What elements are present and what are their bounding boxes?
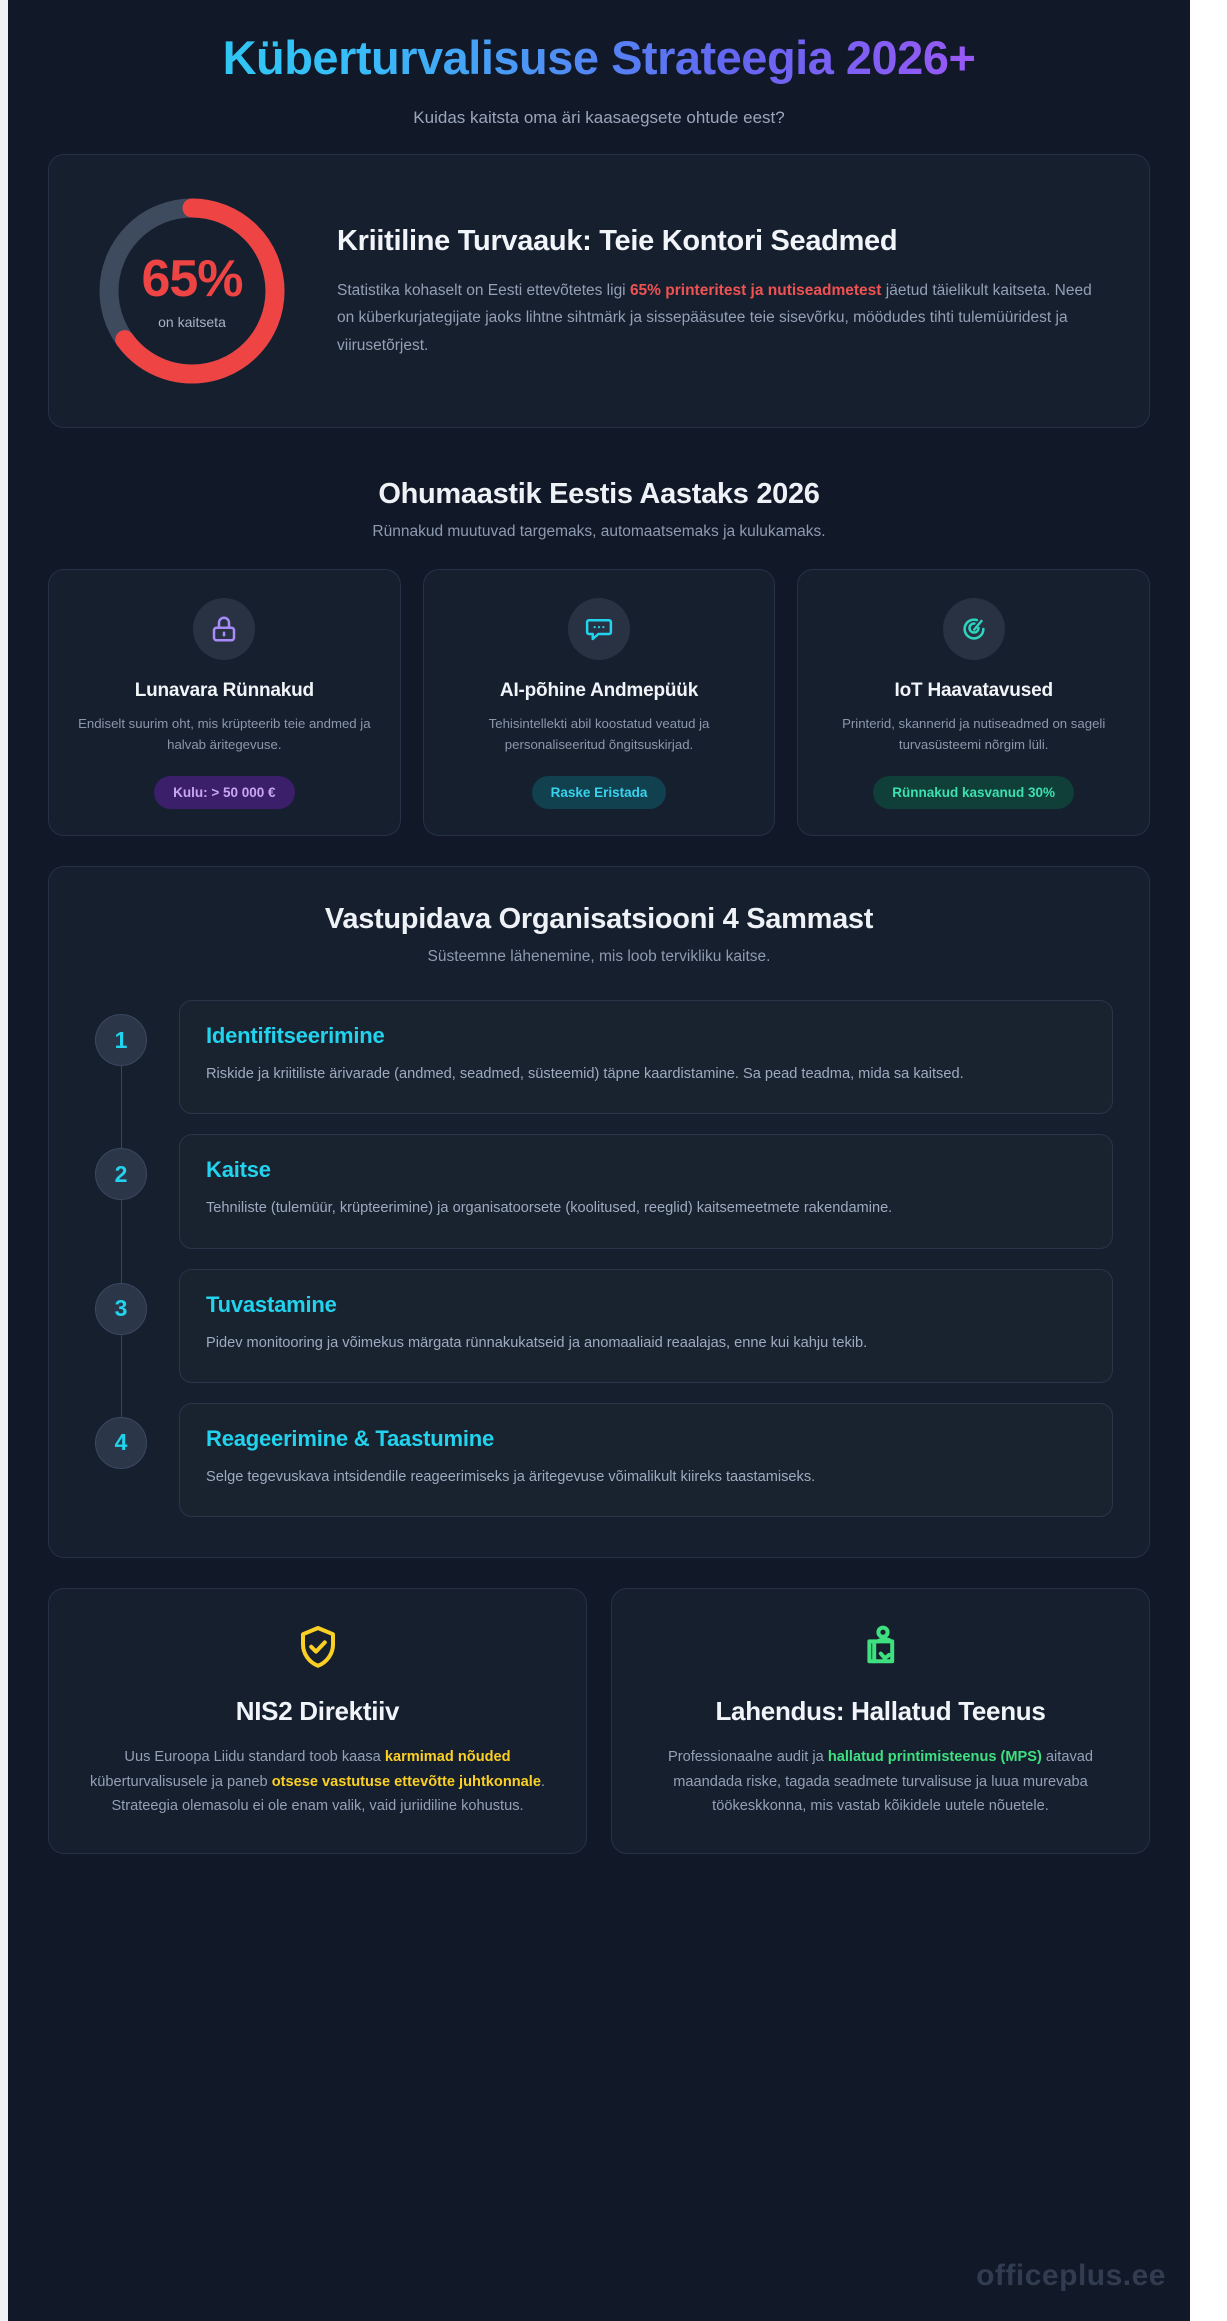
pillar-item-4 (85, 1403, 1113, 1517)
pillar-number-column (85, 1269, 157, 1383)
hero-body-part1: Statistika kohaselt on Eesti ettevõtetes ligi (337, 281, 630, 299)
pillar-desc: Pidev monitooring ja võimekus märgata rünnakukatseid ja anomaaliaid reaalajas, enne kui kahju tekib. (206, 1334, 868, 1351)
solution-text-2: aitavad maandada riske, tagada seadmete turvalisuse ja luua murevaba töökeskkonna, mis vastab kõikidele uutele nõuetele. (673, 1748, 1093, 1815)
threat-card-badge: Kulu: > 50 000 € (154, 776, 294, 809)
threat-card-desc: Printerid, skannerid ja nutiseadmed on sageli turvasüsteemi nõrgim lüli. (842, 716, 1106, 753)
pillar-item-3 (85, 1269, 1113, 1383)
donut-column (81, 189, 303, 393)
threat-section-header (8, 428, 1190, 541)
pillar-item-1 (85, 1000, 1113, 1114)
page-title: Küberturvalisuse Strateegia 2026+ (48, 30, 1150, 86)
pillars-header (85, 903, 1113, 966)
pillar-item-2 (85, 1134, 1113, 1248)
pillar-title: Reageerimine & Taastumine (206, 1425, 495, 1451)
hero-section (8, 154, 1190, 428)
pillar-title: Kaitse (206, 1157, 271, 1183)
threat-card-iot (797, 569, 1150, 836)
nis2-bold-1: karmimad nõuded (384, 1748, 511, 1765)
solution-text-1: Professionaalne audit ja (667, 1748, 828, 1765)
shield-check-icon-wrap (294, 1623, 342, 1676)
solution-bold-1: hallatud printimisteenus (MPS) (827, 1748, 1042, 1765)
threat-card-title: Lunavara Rünnakud (134, 680, 314, 702)
threat-section-subtitle: Rünnakud muutuvad targemaks, automaatsemaks ja kulukamaks. (372, 523, 826, 541)
threat-card-badge: Raske Eristada (532, 776, 667, 809)
hero-card (48, 154, 1150, 428)
hero-body-highlight: 65% printeritest ja nutiseadmetest (629, 281, 882, 299)
pillar-title: Identifitseerimine (206, 1023, 385, 1049)
hero-title: Kriitiline Turvaauk: Teie Kontori Seadmed (337, 224, 898, 257)
chat-bubble-icon (584, 614, 614, 644)
footer-cards (8, 1558, 1190, 1854)
nis2-text-2: küberturvalisusele ja paneb (89, 1773, 272, 1790)
page-subtitle: Kuidas kaitsta oma äri kaasaegsete ohtude eest? (413, 108, 785, 128)
pillars-section (8, 836, 1190, 1557)
iot-scan-icon (959, 614, 989, 644)
pillar-number-badge: 3 (95, 1283, 147, 1335)
iot-scan-icon-wrap (943, 598, 1005, 660)
support-agent-icon (857, 1623, 905, 1671)
nis2-card (48, 1588, 587, 1854)
nis2-title: NIS2 Direktiiv (235, 1695, 400, 1726)
pillar-content-card (179, 1403, 1113, 1517)
pillar-number-column (85, 1000, 157, 1114)
pillar-number-column (85, 1134, 157, 1248)
donut-chart (90, 189, 294, 393)
pillars-title: Vastupidava Organisatsiooni 4 Sammast (324, 903, 874, 936)
timeline-connector (121, 1066, 122, 1148)
pillar-number-badge: 2 (95, 1148, 147, 1200)
donut-caption: on kaitseta (158, 313, 226, 330)
threat-cards (8, 541, 1190, 836)
lock-icon (209, 614, 239, 644)
hero-text-column (337, 224, 1109, 360)
pillars-subtitle: Süsteemne lähenemine, mis loob tervikliku kaitse. (427, 948, 771, 966)
donut-percentage: 65% (141, 249, 243, 308)
nis2-body (79, 1745, 556, 1819)
pillar-desc: Selge tegevuskava intsidendile reageerimiseks ja äritegevuse võimalikult kiireks taastamiseks. (206, 1468, 816, 1485)
chat-bubble-icon-wrap (568, 598, 630, 660)
threat-card-badge: Rünnakud kasvanud 30% (873, 776, 1074, 809)
pillars-timeline (85, 1000, 1113, 1516)
nis2-bold-2: otsese vastutuse ettevõtte juhtkonnale (271, 1773, 541, 1790)
nis2-text-3: . Strateegia olemasolu ei ole enam valik, vaid juriidiline kohustus. (111, 1773, 546, 1815)
pillar-desc: Riskide ja kriitiliste ärivarade (andmed, seadmed, süsteemid) täpne kaardistamine. Sa pead teadma, mida sa kaitsed. (206, 1066, 964, 1083)
pillar-content-card (179, 1269, 1113, 1383)
solution-title: Lahendus: Hallatud Teenus (715, 1695, 1046, 1726)
shield-check-icon (294, 1623, 342, 1671)
pillars-card (48, 866, 1150, 1557)
threat-card-title: IoT Haavatavused (894, 680, 1053, 702)
threat-card-ai-phishing (423, 569, 776, 836)
hero-body (337, 277, 1109, 360)
pillar-content-card (179, 1134, 1113, 1248)
pillar-number-column (85, 1403, 157, 1517)
pillar-number-badge: 1 (95, 1014, 147, 1066)
nis2-text-1: Uus Euroopa Liidu standard toob kaasa (124, 1748, 385, 1765)
hero-body-part2: jäetud täielikult kaitseta. Need on küberkurjategijate jaoks lihtne sihtmärk ja sissepääsutee teie sisevõrku, möödudes tihti tulemüüridest ja viirusetõrjest. (337, 281, 1092, 354)
page-header (8, 0, 1190, 154)
threat-card-desc: Tehisintellekti abil koostatud veatud ja personaliseeritud õngitsuskirjad. (488, 716, 710, 753)
pillar-number-badge: 4 (95, 1417, 147, 1469)
support-agent-icon-wrap (857, 1623, 905, 1676)
pillar-desc: Tehniliste (tulemüür, krüpteerimine) ja organisatoorsete (koolitused, reeglid) kaitsemeetmete rakendamine. (206, 1200, 893, 1217)
threat-section-title: Ohumaastik Eestis Aastaks 2026 (378, 478, 820, 511)
infographic-page (8, 0, 1190, 2321)
timeline-connector (121, 1200, 122, 1282)
donut-center-label (90, 189, 294, 393)
pillar-title: Tuvastamine (206, 1291, 337, 1317)
pillar-content-card (179, 1000, 1113, 1114)
lock-icon-wrap (193, 598, 255, 660)
watermark: officeplus.ee (976, 2259, 1166, 2292)
threat-card-title: AI-põhine Andmepüük (499, 680, 699, 702)
threat-card-desc: Endiselt suurim oht, mis krüpteerib teie andmed ja halvab äritegevuse. (78, 716, 371, 753)
threat-card-ransomware (48, 569, 401, 836)
timeline-connector (121, 1335, 122, 1417)
solution-body (642, 1745, 1119, 1819)
solution-card (611, 1588, 1150, 1854)
